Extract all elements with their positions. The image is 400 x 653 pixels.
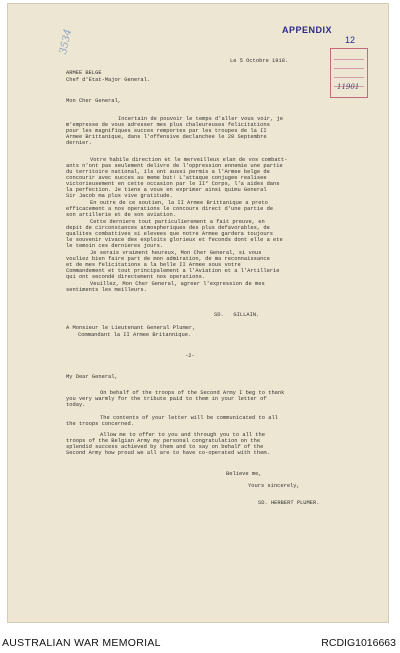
french-line: le souvenir vivace des exploits glorieux et feconds dont elle a ete (66, 237, 283, 243)
french-line: du territoire national, ils ont aussi permis a l'Armee belge de (66, 169, 270, 175)
french-line: pour les magnifiques succes remportes par les troupes de la II (66, 128, 267, 134)
english-line: you very warmly for the tribute paid to them in your letter of (66, 396, 267, 402)
english-line: the troops concerned. (66, 421, 134, 427)
french-line: Votre habile direction et le merveilleux elan de vos combatt- (90, 157, 288, 163)
french-line: qui ont secondé directement nos operations. (66, 274, 206, 280)
french-line: m'empresse de vous adresser mes plus chaleureuses felicitations (66, 122, 270, 128)
page-marker: -2- (185, 353, 195, 359)
french-line: Commandement et tout principalement a l'Aviation et a l'Artillerie (66, 268, 280, 274)
french-line: son artillerie et de son aviation. (66, 212, 176, 218)
english-salutation: My Dear General, (66, 374, 118, 380)
addressee-line: A Monsieur le Lieutenant General Plumer, (66, 325, 196, 331)
english-line: On behalf of the troops of the Second Army I beg to thank (100, 390, 285, 396)
french-line: Incertain de pouvoir le temps d'aller vous voir, je (118, 116, 283, 122)
french-line: la perfection. Je tiens a vous en exprimer ainsi quimu General (66, 187, 267, 193)
addressee-line: Commandant la II Armee Britannique. (78, 332, 192, 338)
french-line: le temoin ces dernieres jours. (66, 243, 164, 249)
french-line: efficacement a nos operations le concours direct d'une partie de (66, 206, 274, 212)
sender-name: ARMEE BELGE (66, 70, 102, 76)
stamp-number: 11901 (337, 83, 360, 91)
french-line: qualites combattives si elevees que notre Armee gardera toujours (66, 231, 274, 237)
english-line: Second Army how proud we all are to have co-operated with them. (66, 450, 270, 456)
footer-record-id: RCDIG1016663 (321, 637, 396, 649)
letter-date: Le 5 Octobre 1918. (230, 58, 289, 64)
french-signature: SD. GILLAIN. (214, 312, 260, 318)
french-line: sentiments les meilleurs. (66, 287, 147, 293)
french-line: En outre de ce soutien, la II Armee Brittanique a preto (90, 200, 268, 206)
french-line: et de mes felicitations a la belle II Armee sous votre (66, 262, 241, 268)
english-line: troops of the Belgian Army my personal congratulation on the (66, 438, 261, 444)
french-line: victorieusement en cette occasion par le II° Corps, l'a aides dans (66, 181, 280, 187)
french-line: Armee Brittanique, dans l'offensive declanchee le 28 Septembre (66, 134, 267, 140)
appendix-label: APPENDIX (282, 25, 333, 35)
english-signature: SD. HERBERT PLUMER. (258, 500, 320, 506)
footer-institution: AUSTRALIAN WAR MEMORIAL (2, 637, 161, 649)
french-line: ants n'ont pas seulement delivre de l'oppression ennemie une partie (66, 163, 283, 169)
french-line: dernier. (66, 140, 92, 146)
french-line: Sir Jacob ma plus vive gratitude. (66, 193, 173, 199)
english-line: Allow me to offer to you and through you to all the (100, 432, 265, 438)
french-line: Je serais vraiment heureux, Mon Cher General, si vous (90, 250, 262, 256)
closing-line: Believe me, (226, 471, 262, 477)
french-line: vouliez bien faire part de mon admiration, de ma reconnaissance (66, 256, 270, 262)
pencil-margin-note: 3534 (58, 28, 75, 56)
french-salutation: Mon Cher General, (66, 98, 121, 104)
english-line: splendid success achieved by them and to say on behalf of the (66, 444, 264, 450)
french-line: concourir avec succes au meme but! L'attaque conjugee realisee (66, 175, 267, 181)
appendix-number: 12 (345, 35, 356, 45)
sender-title: Chef d'Etat-Major General. (66, 77, 151, 83)
english-line: today. (66, 402, 86, 408)
english-line: The contents of your letter will be communicated to all (100, 415, 278, 421)
french-line: Cette derniere tout particulierement a fait preuve, en (90, 219, 265, 225)
french-line: Veuillez, Mon Cher General, agreer l'expression de mes (90, 281, 265, 287)
closing-line: Yours sincerely, (248, 483, 300, 489)
french-line: depit de circonstances atmospheriques des plus defavorables, de (66, 225, 270, 231)
